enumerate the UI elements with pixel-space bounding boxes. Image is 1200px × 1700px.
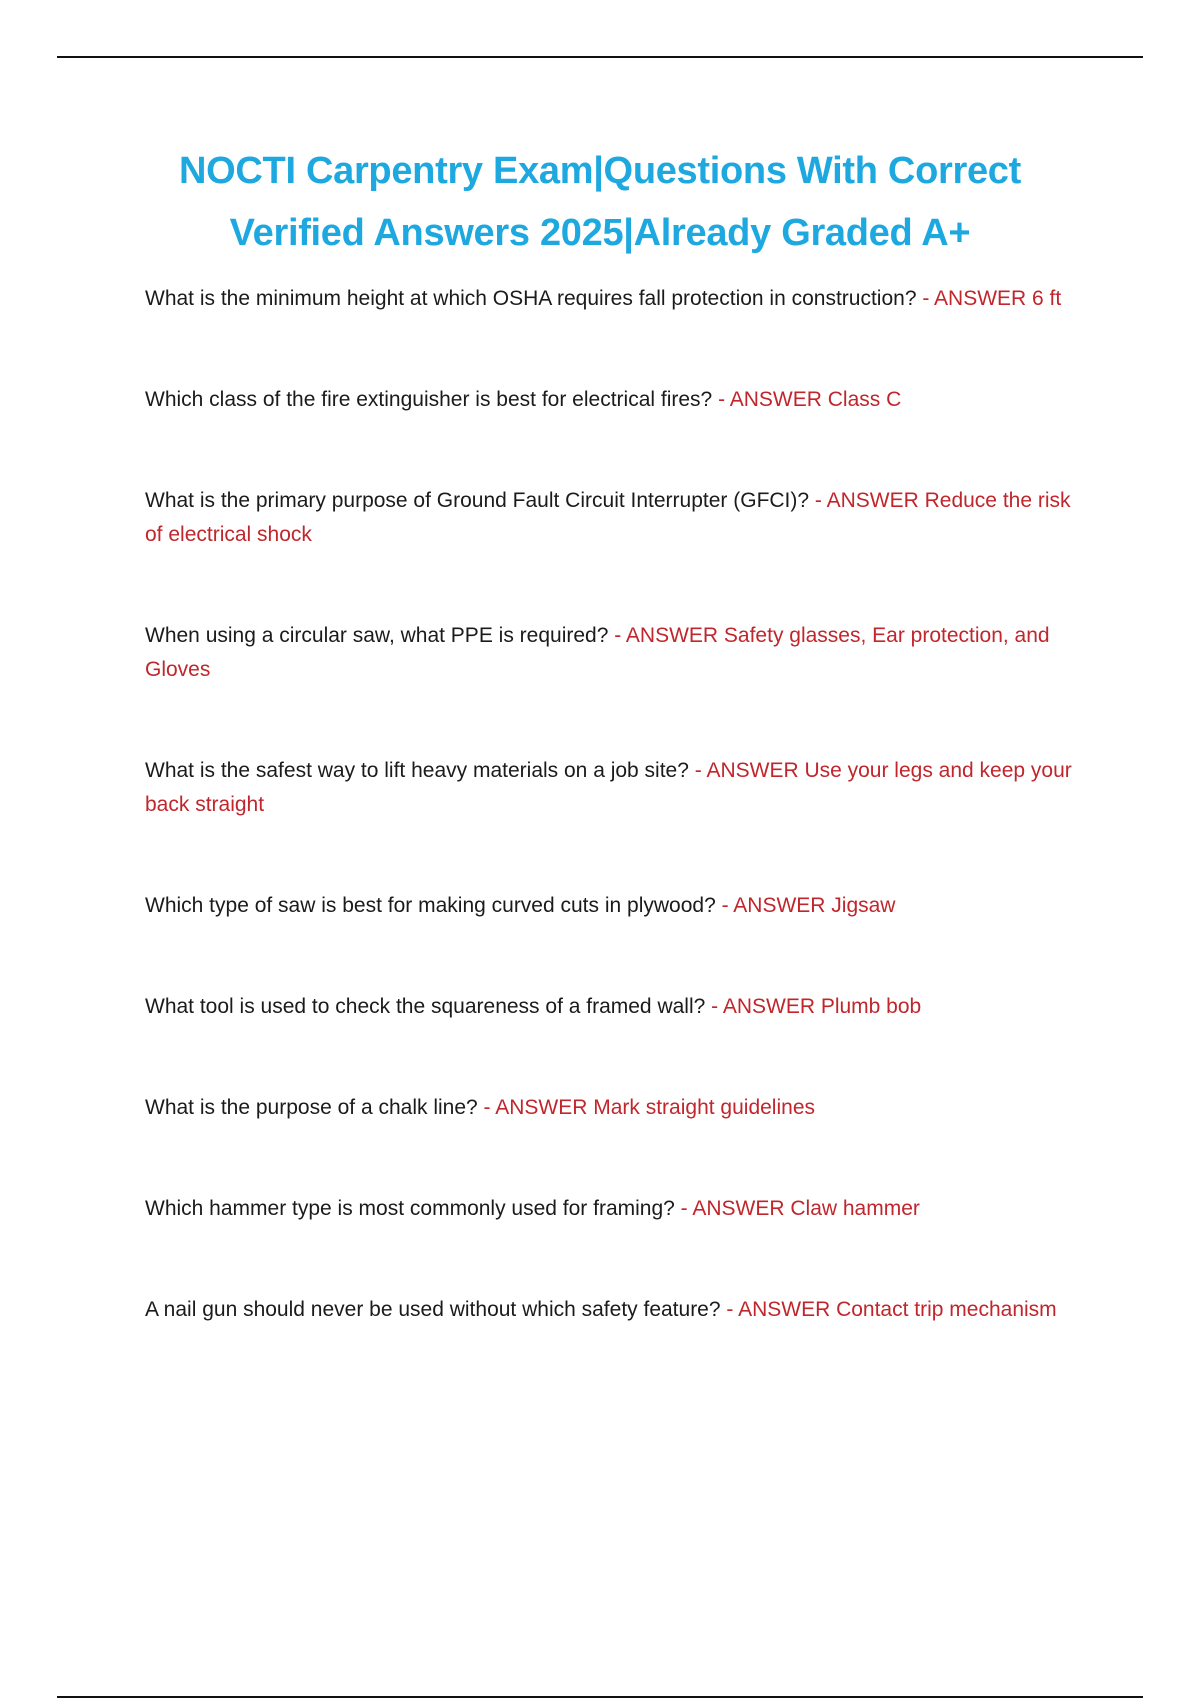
question: A nail gun should never be used without which safety feature? — [145, 1298, 721, 1321]
answer: ANSWER Mark straight guidelines — [495, 1096, 815, 1119]
answer: ANSWER Plumb bob — [722, 995, 922, 1018]
question: Which type of saw is best for making curved cuts in plywood? — [145, 894, 716, 917]
qa-item-1 — [145, 282, 1085, 316]
answer: ANSWER 6 ft — [934, 287, 1062, 310]
qa-item-9 — [145, 1192, 1085, 1226]
answer-separator: - — [916, 287, 935, 310]
question: Which class of the fire extinguisher is best for electrical fires? — [145, 388, 713, 411]
qa-item-7 — [145, 990, 1085, 1024]
qa-item-10 — [145, 1293, 1085, 1327]
answer: ANSWER Use your legs and keep your back straight — [145, 759, 1072, 816]
answer: ANSWER Jigsaw — [733, 894, 896, 917]
question: What is the purpose of a chalk line? — [145, 1096, 478, 1119]
answer-separator: - — [712, 388, 730, 411]
qa-item-5 — [145, 754, 1085, 822]
qa-item-6 — [145, 889, 1085, 923]
qa-item-3 — [145, 484, 1085, 552]
answer-separator: - — [809, 489, 827, 512]
answer: ANSWER Claw hammer — [692, 1197, 920, 1220]
question: What is the minimum height at which OSHA requires fall protection in construction? — [145, 287, 917, 310]
answer-separator: - — [705, 995, 723, 1018]
answer-separator: - — [715, 894, 734, 917]
document-title — [100, 140, 1100, 264]
answer: ANSWER Safety glasses, Ear protection, and Gloves — [145, 624, 1050, 681]
footer-rule — [57, 1696, 1143, 1698]
title-line-2: Verified Answers 2025|Already Graded A+ — [229, 212, 971, 254]
answer-separator: - — [688, 759, 707, 782]
question: What tool is used to check the squareness of a framed wall? — [145, 995, 706, 1018]
qa-item-8 — [145, 1091, 1085, 1125]
qa-item-2 — [145, 383, 1085, 417]
header-rule — [57, 56, 1143, 58]
answer-separator: - — [720, 1298, 739, 1321]
qa-item-4 — [145, 619, 1085, 687]
answer: ANSWER Reduce the risk of electrical shock — [145, 489, 1071, 546]
question: What is the safest way to lift heavy materials on a job site? — [145, 759, 689, 782]
answer-separator: - — [608, 624, 626, 647]
title-line-1: NOCTI Carpentry Exam|Questions With Correct — [179, 150, 1021, 192]
answer-separator: - — [477, 1096, 496, 1119]
answer: ANSWER Contact trip mechanism — [738, 1298, 1057, 1321]
answer: ANSWER Class C — [729, 388, 902, 411]
question: When using a circular saw, what PPE is required? — [145, 624, 609, 647]
question: What is the primary purpose of Ground Fault Circuit Interrupter (GFCI)? — [145, 489, 810, 512]
qa-list — [145, 282, 1085, 1327]
question: Which hammer type is most commonly used for framing? — [145, 1197, 675, 1220]
answer-separator: - — [674, 1197, 693, 1220]
